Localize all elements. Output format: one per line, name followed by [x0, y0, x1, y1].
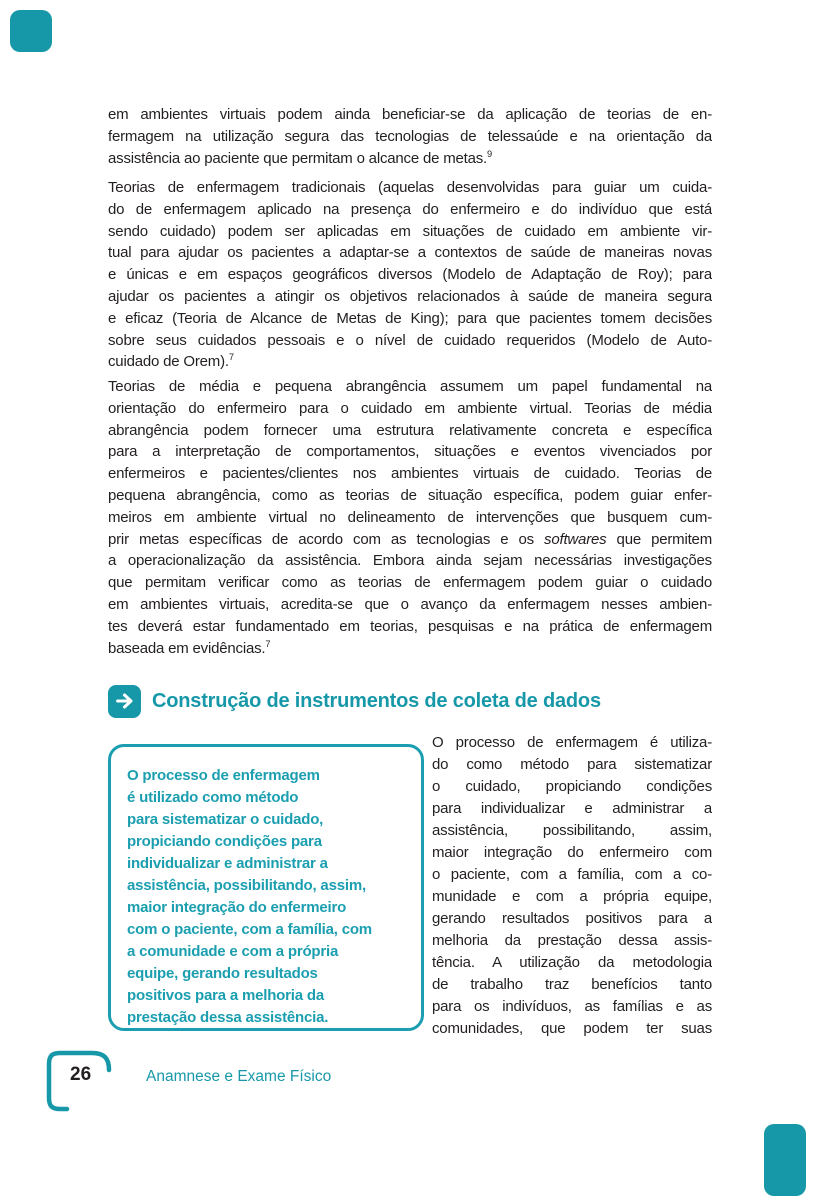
text-line: sobre seus cuidados pessoais e o nível de cuidado requeridos (Modelo de Auto- [108, 331, 712, 349]
text-line: positivos para a melhoria da [127, 987, 324, 1004]
text-line: propiciando condições para [127, 833, 322, 850]
arrow-right-icon [108, 685, 141, 718]
text-line: que permitam verificar como as teorias de enfermagem podem guiar o cuidado [108, 574, 712, 592]
right-column-paragraph [432, 732, 712, 1040]
text-line: a operacionalização da assistência. Embora ainda sejam necessárias investigações [108, 552, 712, 570]
text-line: munidade e com a própria equipe, [432, 888, 712, 905]
body-paragraph-2 [108, 177, 712, 373]
text-line: a comunidade e com a própria [127, 943, 339, 960]
chapter-title: Anamnese e Exame Físico [146, 1068, 332, 1085]
text-line: maior integração do enfermeiro [127, 899, 347, 916]
body-paragraph-1 [108, 104, 712, 169]
text-line: baseada em evidências.$^7$ [108, 638, 271, 657]
text-line: e únicas e em espaços geográficos diversos (Modelo de Adaptação de Roy); para [108, 266, 712, 284]
text-line: individualizar e administrar a [127, 855, 328, 872]
text-line: do de enfermagem aplicado na presença do enfermeiro e do indivíduo que está [108, 200, 712, 218]
text-line: comunidades, que podem ter suas [432, 1020, 712, 1037]
text-line: Teorias de enfermagem tradicionais (aquelas desenvolvidas para guiar um cuida- [108, 179, 712, 196]
section-title: Construção de instrumentos de coleta de dados [152, 689, 601, 712]
text-line: assistência, possibilitando, assim, [127, 877, 366, 894]
text-line: em ambientes virtuais podem ainda beneficiar-se da aplicação de teorias de en- [108, 106, 712, 123]
text-line: equipe, gerando resultados [127, 965, 318, 982]
text-line: O processo de enfermagem é utiliza- [432, 734, 712, 751]
text-line: tes deverá estar fundamentado em teorias, pesquisas e na prática de enfermagem [108, 617, 712, 635]
text-line: melhoria da prestação dessa assis- [432, 932, 712, 949]
text-line: para a interpretação de comportamentos, situações e eventos vivenciados por [108, 443, 712, 461]
text-line: maior integração do enfermeiro com [432, 844, 712, 861]
text-line: assistência ao paciente que permitam o alcance de metas.$^9$ [108, 148, 493, 167]
text-line: é utilizado como método [127, 789, 299, 806]
section-heading [108, 684, 601, 718]
text-line: enfermeiros e pacientes/clientes nos ambientes virtuais de cuidado. Teorias de [108, 465, 712, 483]
text-line: O processo de enfermagem [127, 767, 320, 784]
text-line: pequena abrangência, como as teorias de situação específica, podem guiar enfer- [108, 486, 712, 504]
text-line: tência. A utilização da metodologia [432, 954, 712, 971]
text-line: prestação dessa assistência. [127, 1009, 329, 1026]
text-line: para os indivíduos, as famílias e as [432, 998, 712, 1015]
text-line: assistência, possibilitando, assim, [432, 822, 712, 839]
text-line: meiros em ambiente virtual no delineamento de intervenções que busquem cum- [108, 508, 712, 526]
page-number: 26 [70, 1064, 92, 1085]
body-paragraph-3 [108, 376, 712, 659]
text-line: para sistematizar o cuidado, [127, 811, 324, 828]
text-line: fermagem na utilização segura das tecnologias de telessaúde e na orientação da [108, 127, 712, 145]
text-line: prir metas específicas de acordo com as tecnologias e os softwares que permitem [108, 530, 712, 548]
text-line: com o paciente, com a família, com [127, 921, 372, 938]
text-line: o cuidado, propiciando condições [432, 778, 712, 795]
text-line: e eficaz (Teoria de Alcance de Metas de King); para que pacientes tomem decisões [108, 309, 712, 327]
text-line: sendo cuidado) podem ser aplicadas em situações de cuidado em ambiente vir- [108, 222, 712, 240]
text-line: ajudar os pacientes a atingir os objetivos relacionados à saúde de maneira segura [108, 287, 712, 305]
text-line: para individualizar e administrar a [432, 800, 712, 817]
text-line: o paciente, com a família, com a co- [432, 866, 712, 883]
text-line: do como método para sistematizar [432, 756, 712, 773]
corner-accent-bottom-right [764, 1124, 806, 1196]
text-line: cuidado de Orem).$^7$ [108, 352, 234, 371]
text-line: tual para ajudar os pacientes a adaptar-se a contextos de saúde de maneiras novas [108, 244, 712, 262]
callout-box [108, 744, 424, 1031]
text-line: orientação do enfermeiro para o cuidado em ambiente virtual. Teorias de média [108, 399, 712, 417]
text-line: Teorias de média e pequena abrangência assumem um papel fundamental na [108, 378, 712, 395]
text-line: gerando resultados positivos para a [432, 910, 712, 927]
text-line: em ambientes virtuais, acredita-se que o avanço da enfermagem nesses ambien- [108, 595, 712, 613]
text-line: de trabalho traz benefícios tanto [432, 976, 712, 993]
text-line: abrangência podem fornecer uma estrutura relativamente concreta e específica [108, 421, 712, 439]
corner-accent-top-left [10, 10, 52, 52]
